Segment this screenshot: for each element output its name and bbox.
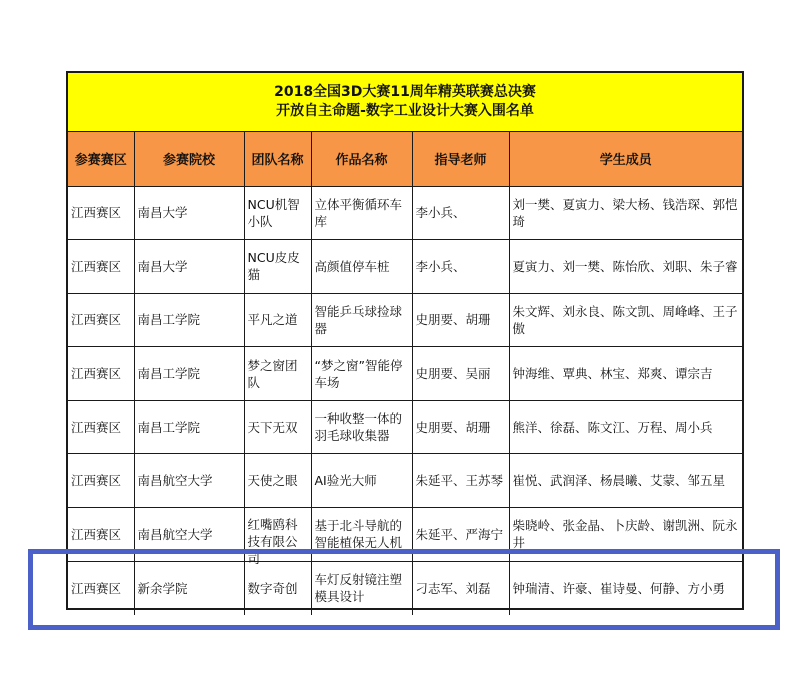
cell-text: 钟瑞清、许豪、崔诗曼、何静、方小勇 [512, 580, 726, 596]
cell-text: 钟海维、覃典、林宝、郑爽、谭宗吉 [512, 366, 713, 382]
cell-text: 江西赛区 [71, 526, 122, 542]
cell-advisor [412, 186, 509, 240]
cell-work [311, 561, 412, 615]
title-line-2: 开放自主命题-数字工业设计大赛入围名单 [276, 103, 534, 119]
cell-text: 江西赛区 [71, 205, 122, 221]
header-members: 学生成员 [509, 132, 742, 186]
cell-text: AI验光大师 [314, 473, 377, 489]
cell-text: 史朋要、胡珊 [415, 312, 491, 328]
cell-school [134, 186, 244, 240]
header-school: 参赛院校 [134, 132, 244, 186]
cell-text: 天下无双 [247, 419, 298, 435]
cell-school [134, 293, 244, 347]
cell-text: 南昌工学院 [137, 366, 201, 382]
cell-region [68, 293, 134, 347]
header-advisor: 指导老师 [412, 132, 509, 186]
table-row [68, 454, 742, 508]
cell-text: 江西赛区 [71, 473, 122, 489]
cell-text: 高颜值停车桩 [314, 258, 390, 274]
cell-members [509, 454, 742, 508]
cell-text: 南昌大学 [137, 258, 188, 274]
cell-school [134, 508, 244, 562]
cell-advisor [412, 347, 509, 401]
cell-work [311, 400, 412, 454]
roster-table [68, 132, 742, 615]
cell-text: 智能乒乓球捡球器 [314, 303, 403, 336]
cell-text: 江西赛区 [71, 580, 122, 596]
cell-text: 江西赛区 [71, 419, 122, 435]
table-row [68, 186, 742, 240]
cell-text: 李小兵、 [415, 258, 466, 274]
header-team: 团队名称 [244, 132, 311, 186]
cell-members [509, 240, 742, 294]
table-row [68, 400, 742, 454]
cell-text: 南昌工学院 [137, 312, 201, 328]
cell-text: 红嘴鸥科技有限公司 [247, 517, 298, 567]
cell-text: “梦之窗”智能停车场 [314, 357, 403, 390]
cell-region [68, 186, 134, 240]
cell-text: 新余学院 [137, 580, 188, 596]
cell-members [509, 347, 742, 401]
cell-school [134, 400, 244, 454]
cell-advisor [412, 508, 509, 562]
cell-text: 柴晓岭、张金晶、卜庆龄、谢凯洲、阮永井 [512, 518, 738, 551]
cell-text: 南昌航空大学 [137, 526, 213, 542]
cell-team [244, 561, 311, 615]
cell-members [509, 508, 742, 562]
header-region: 参赛赛区 [68, 132, 134, 186]
header-row [68, 132, 742, 186]
cell-region [68, 240, 134, 294]
cell-members [509, 293, 742, 347]
cell-text: 朱文辉、刘永良、陈文凯、周峰峰、王子傲 [512, 303, 738, 336]
cell-team [244, 186, 311, 240]
cell-text: NCU皮皮猫 [247, 250, 300, 283]
cell-text: 朱延平、严海宁 [415, 526, 504, 542]
title-line-1: 2018全国3D大赛11周年精英联赛总决赛 [274, 84, 536, 100]
cell-advisor [412, 561, 509, 615]
cell-text: 刁志军、刘磊 [415, 580, 491, 596]
cell-team [244, 293, 311, 347]
cell-advisor [412, 293, 509, 347]
cell-region [68, 508, 134, 562]
table-row [68, 293, 742, 347]
cell-text: 南昌大学 [137, 205, 188, 221]
cell-text: 江西赛区 [71, 366, 122, 382]
cell-work [311, 240, 412, 294]
header-work: 作品名称 [311, 132, 412, 186]
cell-text: 朱延平、王苏琴 [415, 473, 504, 489]
cell-text: 天使之眼 [247, 473, 298, 489]
cell-school [134, 240, 244, 294]
table-row [68, 240, 742, 294]
cell-team [244, 240, 311, 294]
cell-text: 刘一樊、夏寅力、梁大杨、钱浩琛、郭恺琦 [512, 196, 738, 229]
cell-members [509, 186, 742, 240]
cell-text: 夏寅力、刘一樊、陈怡欣、刘职、朱子睿 [512, 258, 738, 274]
cell-text: 江西赛区 [71, 258, 122, 274]
cell-text: 数字奇创 [247, 580, 298, 596]
cell-text: 史朋要、胡珊 [415, 419, 491, 435]
cell-members [509, 561, 742, 615]
cell-advisor [412, 240, 509, 294]
cell-text: 江西赛区 [71, 312, 122, 328]
cell-work [311, 186, 412, 240]
cell-region [68, 454, 134, 508]
cell-region [68, 347, 134, 401]
cell-text: 南昌航空大学 [137, 473, 213, 489]
table-row [68, 508, 742, 562]
cell-text: 平凡之道 [247, 312, 298, 328]
cell-text: 车灯反射镜注塑模具设计 [314, 572, 403, 605]
cell-school [134, 561, 244, 615]
cell-text: NCU机智小队 [247, 196, 300, 229]
cell-text: 立体平衡循环车库 [314, 196, 403, 229]
table-row [68, 347, 742, 401]
cell-text: 李小兵、 [415, 205, 466, 221]
cell-work [311, 347, 412, 401]
cell-text: 史朋要、吴丽 [415, 366, 491, 382]
cell-members [509, 400, 742, 454]
cell-text: 南昌工学院 [137, 419, 201, 435]
cell-work [311, 293, 412, 347]
cell-region [68, 400, 134, 454]
cell-text: 熊洋、徐磊、陈文江、万程、周小兵 [512, 419, 713, 435]
cell-team [244, 454, 311, 508]
cell-text: 基于北斗导航的智能植保无人机 [314, 518, 403, 551]
cell-team [244, 347, 311, 401]
cell-work [311, 454, 412, 508]
cell-work [311, 508, 412, 562]
cell-team [244, 508, 311, 567]
sheet-title [68, 73, 742, 132]
cell-text: 一种收整一体的羽毛球收集器 [314, 411, 403, 444]
table-row-highlighted [68, 561, 742, 615]
cell-text: 梦之窗团队 [247, 357, 298, 390]
cell-advisor [412, 454, 509, 508]
cell-text: 崔悦、武润泽、杨晨曦、艾蒙、邹五星 [512, 473, 726, 489]
cell-region [68, 561, 134, 615]
cell-advisor [412, 400, 509, 454]
cell-team [244, 400, 311, 454]
cell-school [134, 454, 244, 508]
roster-sheet [66, 71, 744, 610]
cell-school [134, 347, 244, 401]
